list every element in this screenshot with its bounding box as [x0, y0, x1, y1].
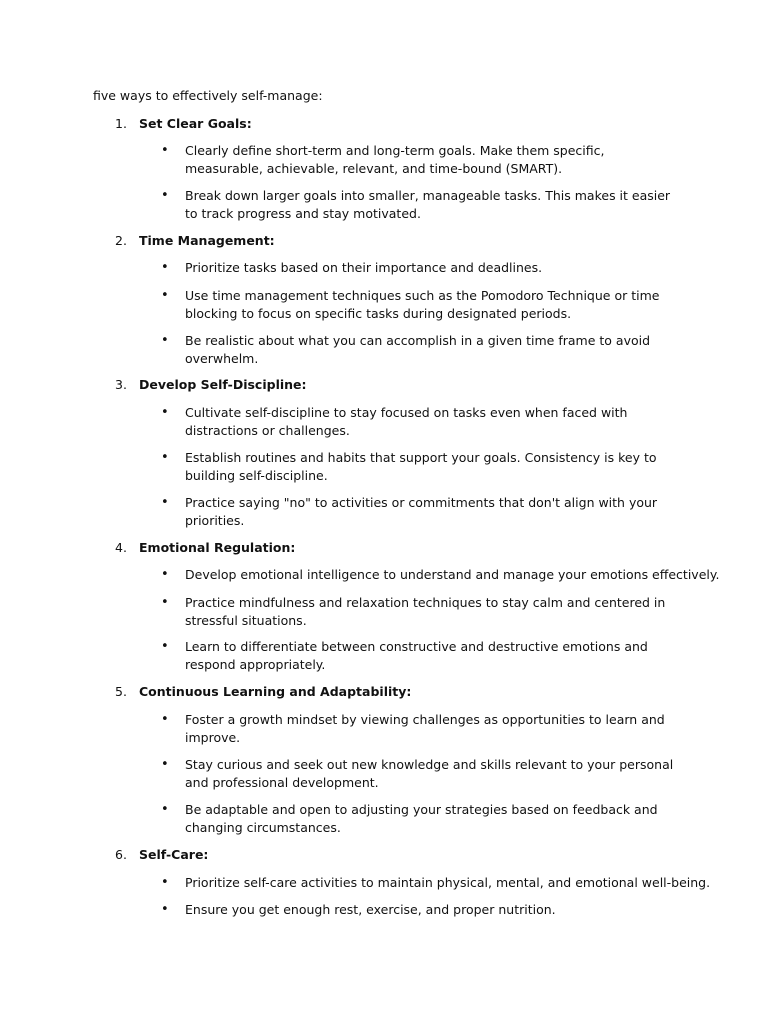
bullet-icon: •: [161, 405, 169, 420]
section-number: 1.: [115, 116, 127, 131]
bullet-text: Cultivate self-discipline to stay focused on tasks even when faced with distractions or challenges.: [185, 405, 628, 438]
bullet-icon: •: [161, 188, 169, 203]
section-number: 6.: [115, 847, 127, 862]
bullet-icon: •: [161, 595, 169, 610]
bullet-text: Learn to differentiate between constructive and destructive emotions and respond appropriately.: [185, 639, 648, 672]
bullet-icon: •: [161, 333, 169, 348]
bullet-text: Ensure you get enough rest, exercise, and proper nutrition.: [185, 902, 556, 917]
bullet-icon: •: [161, 712, 169, 727]
bullet-text: Develop emotional intelligence to understand and manage your emotions effectively.: [185, 567, 720, 582]
section-number: 5.: [115, 684, 127, 699]
bullet-icon: •: [161, 288, 169, 303]
bullet-icon: •: [161, 143, 169, 158]
bullet-text: Establish routines and habits that support your goals. Consistency is key to building self-discipline.: [185, 450, 657, 483]
bullet-text: Foster a growth mindset by viewing challenges as opportunities to learn and improve.: [185, 712, 665, 745]
bullet-text: Practice saying "no" to activities or commitments that don't align with your priorities.: [185, 495, 658, 528]
intro-text: five ways to effectively self-manage:: [93, 88, 323, 103]
section-title: Time Management:: [139, 233, 275, 248]
section-number: 3.: [115, 377, 127, 392]
section-number: 2.: [115, 233, 127, 248]
section-title: Develop Self-Discipline:: [139, 377, 307, 392]
bullet-text: Be realistic about what you can accomplish in a given time frame to avoid overwhelm.: [185, 333, 651, 366]
bullet-icon: •: [161, 260, 169, 275]
bullet-text: Use time management techniques such as the Pomodoro Technique or time blocking to focus on specific tasks during designated periods.: [185, 288, 660, 321]
bullet-icon: •: [161, 495, 169, 510]
section-title: Emotional Regulation:: [139, 540, 296, 555]
bullet-text: Be adaptable and open to adjusting your strategies based on feedback and changing circumstances.: [185, 802, 658, 835]
bullet-text: Prioritize self-care activities to maintain physical, mental, and emotional well-being.: [185, 875, 711, 890]
bullet-text: Break down larger goals into smaller, manageable tasks. This makes it easier to track progress and stay motivated.: [185, 188, 671, 221]
bullet-icon: •: [161, 639, 169, 654]
bullet-icon: •: [161, 875, 169, 890]
section-title: Continuous Learning and Adaptability:: [139, 684, 412, 699]
bullet-text: Clearly define short-term and long-term goals. Make them specific, measurable, achievable, relevant, and time-bound (SMART).: [185, 143, 605, 176]
bullet-icon: •: [161, 757, 169, 772]
section-number: 4.: [115, 540, 127, 555]
bullet-icon: •: [161, 802, 169, 817]
section-title: Set Clear Goals:: [139, 116, 252, 131]
bullet-text: Prioritize tasks based on their importance and deadlines.: [185, 260, 543, 275]
bullet-text: Stay curious and seek out new knowledge and skills relevant to your personal and professional development.: [185, 757, 674, 790]
bullet-text: Practice mindfulness and relaxation techniques to stay calm and centered in stressful situations.: [185, 595, 666, 628]
bullet-icon: •: [161, 567, 169, 582]
bullet-icon: •: [161, 450, 169, 465]
bullet-icon: •: [161, 902, 169, 917]
section-title: Self-Care:: [139, 847, 209, 862]
